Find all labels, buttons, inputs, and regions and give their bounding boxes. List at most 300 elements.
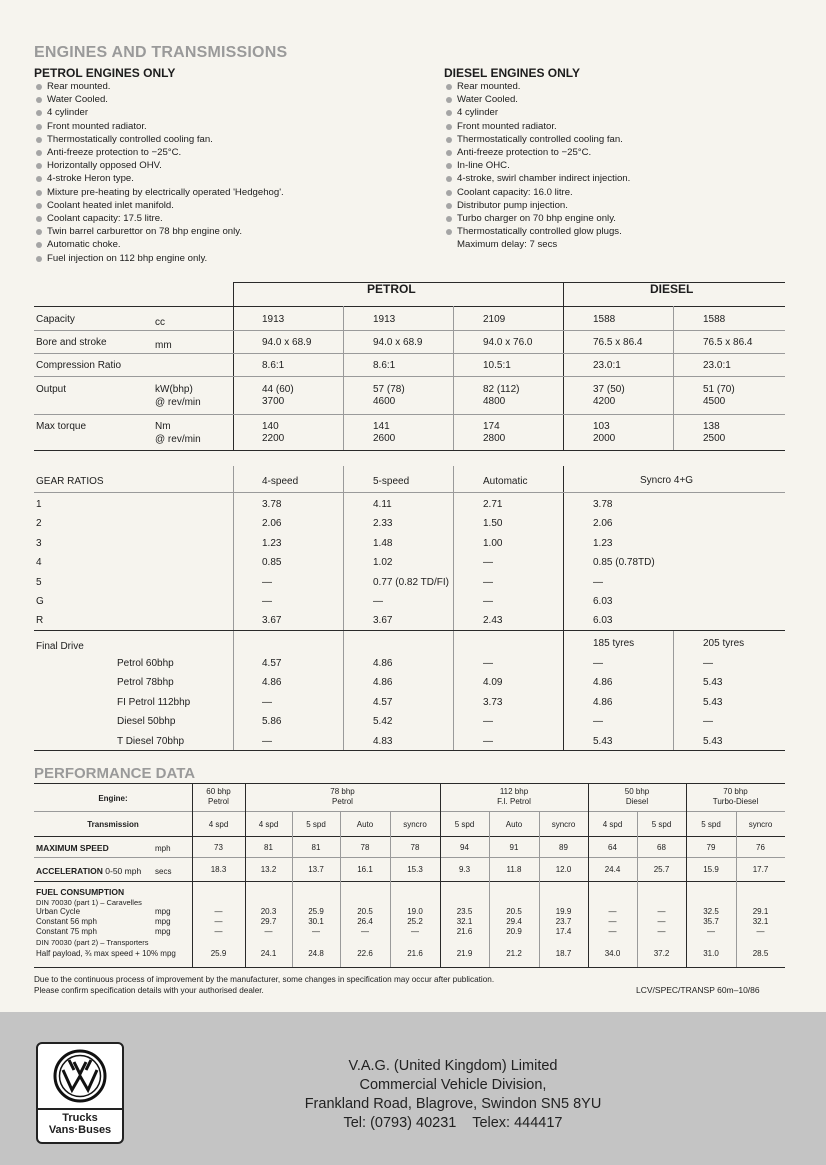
gear-col-header: Automatic	[483, 476, 528, 487]
acceleration-unit: secs	[155, 867, 172, 876]
petrol-spec-item: 4-stroke Heron type.	[34, 172, 414, 185]
petrol-spec-item: Thermostatically controlled cooling fan.	[34, 133, 414, 146]
gear-label: 1	[36, 499, 42, 510]
petrol-spec-item: Rear mounted.	[34, 80, 414, 93]
transmission-type: syncro	[551, 820, 576, 829]
gear-ratio-value: 3.78	[262, 499, 282, 510]
final-drive-value: —	[483, 716, 493, 728]
petrol-engines-list	[34, 80, 414, 265]
acceleration-label	[36, 866, 141, 876]
max-speed-value: 68	[657, 843, 666, 852]
street-address: Frankland Road, Blagrove, Swindon SN5 8YU	[304, 1096, 602, 1112]
spec-value: 138	[703, 421, 720, 432]
max-speed-value: 81	[264, 843, 273, 852]
final-drive-value: 5.43	[593, 735, 613, 747]
spec-value: 94.0 x 76.0	[483, 337, 533, 348]
fuel-value: 23.7	[555, 917, 572, 926]
gear-ratio-value: 2.06	[262, 518, 282, 530]
fuel-value: —	[657, 927, 666, 936]
gear-label: R	[36, 615, 44, 627]
petrol-spec-item: Front mounted radiator.	[34, 120, 414, 133]
gear-ratio-value: 1.23	[593, 537, 613, 549]
column-divider	[673, 306, 674, 450]
diesel-spec-item: Front mounted radiator.	[444, 120, 804, 133]
transmission-type: 4 spd	[258, 820, 279, 829]
din-part1-label: DIN 70030 (part 1) – Caravelles	[36, 898, 142, 907]
row-rule	[34, 353, 785, 354]
spec-value: 141	[373, 421, 390, 432]
petrol-spec-item: Water Cooled.	[34, 93, 414, 106]
fuel-consumption-title: FUEL CONSUMPTION	[36, 887, 125, 897]
half-payload-value: 22.6	[357, 949, 373, 958]
fuel-value: 25.9	[308, 907, 324, 916]
column-divider	[563, 282, 564, 450]
diesel-glow-plug-note: Maximum delay: 7 secs	[457, 239, 558, 251]
row-rule	[34, 857, 785, 858]
disclaimer	[34, 974, 494, 996]
gear-label: 4	[36, 557, 42, 569]
half-payload-value: 21.9	[456, 949, 473, 958]
footer-address	[280, 1057, 626, 1133]
spec-row-unit: @ rev/min	[155, 434, 201, 445]
row-rule	[34, 750, 785, 751]
spec-value: 76.5 x 86.4	[593, 337, 643, 348]
half-payload-value: 34.0	[604, 949, 621, 958]
spec-row-label: Bore and stroke	[36, 337, 107, 348]
fuel-value: —	[264, 927, 273, 936]
fuel-value: —	[361, 927, 369, 936]
document-code: LCV/SPEC/TRANSP 60m–10/86	[636, 985, 760, 995]
final-drive-value: 4.83	[373, 735, 393, 747]
spec-value: 1588	[593, 314, 616, 325]
row-rule	[34, 376, 785, 377]
transmission-type: Auto	[505, 820, 523, 829]
final-drive-value: 4.86	[593, 677, 613, 689]
transmission-type: syncro	[403, 820, 427, 829]
gear-ratio-value: 6.03	[593, 596, 613, 607]
spec-row-unit: cc	[155, 317, 165, 328]
gear-ratio-value: 0.85	[262, 557, 282, 569]
spec-value: 4600	[373, 396, 396, 407]
spec-value: 1913	[373, 314, 396, 325]
transmission-type: 5 spd	[651, 820, 672, 829]
petrol-spec-item: Mixture pre-heating by electrically operated 'Hedgehog'.	[34, 186, 414, 199]
final-drive-label: Final Drive	[36, 641, 84, 652]
gear-ratio-value: —	[262, 596, 272, 607]
transmission-type: 4 spd	[208, 820, 229, 829]
spec-value: 37 (50)	[593, 384, 625, 395]
final-drive-value: 5.43	[703, 677, 723, 689]
spec-value: 57 (78)	[373, 384, 405, 395]
spec-row-label: Capacity	[36, 314, 75, 325]
fuel-value: 29.7	[260, 917, 277, 926]
gear-label: 3	[36, 537, 42, 549]
spec-row-label: Output	[36, 384, 67, 395]
spec-value: 2600	[373, 433, 396, 444]
diesel-spec-item: Water Cooled.	[444, 93, 804, 106]
final-drive-value: 5.43	[703, 696, 723, 708]
spec-value: 1588	[703, 314, 726, 325]
fuel-value: —	[707, 927, 715, 936]
final-drive-value: —	[483, 735, 493, 747]
fuel-value: 30.1	[308, 917, 324, 926]
final-drive-engine: Diesel 50bhp	[117, 716, 176, 728]
gear-ratio-value: 2.33	[373, 518, 393, 530]
spec-value: 1913	[262, 314, 285, 325]
gear-ratio-value: —	[483, 576, 493, 588]
gear-ratio-value: 1.02	[373, 557, 393, 569]
column-divider	[539, 811, 540, 967]
final-drive-engine: T Diesel 70bhp	[117, 735, 185, 747]
petrol-spec-item: Twin barrel carburettor on 78 bhp engine only.	[34, 225, 414, 238]
engine-type: F.I. Petrol	[497, 797, 531, 806]
gear-ratios-label: GEAR RATIOS	[36, 476, 104, 487]
max-speed-value: 78	[360, 843, 370, 852]
spec-value: 2500	[703, 433, 726, 444]
transmission-label: Transmission	[87, 820, 139, 829]
transmission-type: 4 spd	[602, 820, 623, 829]
final-drive-value: 4.86	[593, 696, 613, 708]
final-drive-value: —	[703, 716, 713, 728]
column-divider	[440, 783, 441, 967]
final-drive-value: 4.86	[373, 677, 393, 689]
transmission-type: 5 spd	[454, 820, 475, 829]
engine-type: Petrol	[332, 797, 353, 806]
spec-row-unit: mm	[155, 340, 172, 351]
half-payload-value: 24.8	[308, 949, 324, 958]
column-divider	[588, 783, 589, 967]
diesel-engines-title: DIESEL ENGINES ONLY	[444, 66, 581, 80]
spec-row-label: Compression Ratio	[36, 360, 122, 371]
gear-ratio-value: 2.06	[593, 518, 613, 530]
column-divider	[340, 811, 341, 967]
petrol-spec-item: Coolant heated inlet manifold.	[34, 199, 414, 212]
fuel-value: 35.7	[703, 917, 719, 926]
diesel-group-header: DIESEL	[650, 282, 694, 296]
final-drive-value: 4.86	[373, 658, 393, 669]
gear-label: G	[36, 596, 44, 607]
spec-value: 140	[262, 421, 279, 432]
diesel-spec-item: Turbo charger on 70 bhp engine only.	[444, 212, 804, 225]
column-divider	[245, 783, 246, 967]
gear-ratio-value: 1.50	[483, 518, 503, 530]
final-drive-value: 4.09	[483, 677, 503, 689]
spec-value: 94.0 x 68.9	[373, 337, 423, 348]
diesel-engines-section	[444, 66, 804, 252]
page-title: ENGINES AND TRANSMISSIONS	[34, 44, 288, 61]
half-payload-value: 24.1	[260, 949, 277, 958]
gear-ratio-value: 1.48	[373, 537, 393, 549]
row-rule	[34, 330, 785, 331]
disclaimer-line-2: Please confirm specification details with your authorised dealer.	[34, 986, 264, 995]
gear-ratio-value: 4.11	[373, 499, 392, 510]
acceleration-value: 11.8	[506, 865, 522, 874]
diesel-spec-item: Distributor pump injection.	[444, 199, 804, 212]
transmission-type: 5 spd	[306, 820, 326, 829]
spec-row-unit: Nm	[155, 421, 171, 432]
column-divider	[192, 783, 193, 967]
acceleration-value: 18.3	[210, 865, 227, 874]
column-divider	[489, 811, 490, 967]
gear-ratio-value: —	[483, 557, 493, 569]
engine-name: 112 bhp	[499, 787, 529, 796]
acceleration-label-range: 0-50 mph	[102, 866, 142, 876]
final-drive-value: —	[483, 658, 493, 669]
spec-value: 174	[483, 421, 500, 432]
max-speed-value: 79	[706, 843, 716, 852]
company-name: V.A.G. (United Kingdom) Limited	[348, 1058, 558, 1074]
engine-type: Turbo-Diesel	[712, 797, 759, 806]
gear-ratio-value: 0.77 (0.82 TD/FI)	[373, 576, 449, 588]
fuel-value: —	[756, 927, 765, 936]
diesel-spec-item: Rear mounted.	[444, 80, 804, 93]
final-drive-engine: Petrol 78bhp	[117, 677, 174, 689]
transmission-type: syncro	[748, 820, 773, 829]
final-drive-value: —	[593, 658, 603, 669]
column-divider	[233, 282, 234, 450]
fuel-value: 23.5	[456, 907, 473, 916]
spec-value: 3700	[262, 396, 285, 407]
final-drive-value: —	[703, 658, 713, 669]
diesel-engines-list	[444, 80, 804, 252]
fuel-value: —	[608, 927, 617, 936]
half-payload-value: 37.2	[653, 949, 670, 958]
vw-logo-badge	[36, 1042, 124, 1144]
fuel-row-unit: mpg	[155, 907, 171, 916]
max-speed-value: 64	[608, 843, 617, 852]
spec-value: 2200	[262, 433, 285, 444]
fuel-value: —	[312, 927, 320, 936]
column-divider	[390, 811, 391, 967]
max-speed-unit: mph	[155, 844, 171, 853]
fuel-value: 26.4	[357, 917, 373, 926]
half-payload-value: 28.5	[752, 949, 769, 958]
transmission-type: 5 spd	[701, 820, 721, 829]
engine-type: Diesel	[625, 797, 649, 806]
fuel-value: 21.6	[456, 927, 473, 936]
engine-name: 70 bhp	[723, 787, 748, 796]
spec-value: 103	[593, 421, 610, 432]
diesel-spec-item: Thermostatically controlled glow plugs.	[444, 225, 804, 238]
petrol-spec-item: Coolant capacity: 17.5 litre.	[34, 212, 414, 225]
spec-value: 2800	[483, 433, 506, 444]
division-name: Commercial Vehicle Division,	[359, 1077, 547, 1093]
engine-type: Petrol	[208, 797, 229, 806]
spec-value: 8.6:1	[262, 360, 285, 371]
max-speed-value: 89	[559, 843, 568, 852]
half-payload-label: Half payload, ¾ max speed + 10% mpg	[36, 949, 176, 958]
fuel-value: 29.1	[752, 907, 769, 916]
spec-value: 94.0 x 68.9	[262, 337, 312, 348]
diesel-spec-item: Anti-freeze protection to −25°C.	[444, 146, 804, 159]
column-divider	[453, 466, 454, 750]
transmission-type: Auto	[356, 820, 374, 829]
max-speed-value: 94	[460, 843, 469, 852]
acceleration-label-bold: ACCELERATION	[36, 866, 103, 876]
half-payload-value: 25.9	[210, 949, 227, 958]
logo-text-trucks: Trucks	[62, 1112, 98, 1124]
fuel-row-label: Constant 56 mph	[36, 917, 97, 926]
engine-label: Engine:	[98, 794, 128, 803]
row-rule	[34, 630, 785, 631]
final-drive-value: —	[262, 735, 272, 747]
fuel-value: 20.5	[357, 907, 373, 916]
engine-name: 50 bhp	[624, 787, 650, 796]
column-divider	[637, 811, 638, 967]
spec-value: 4500	[703, 396, 726, 407]
gear-ratio-value: 2.43	[483, 615, 503, 627]
din-part2-label: DIN 70030 (part 2) – Transporters	[36, 938, 149, 947]
row-rule	[34, 414, 785, 415]
fuel-row-unit: mpg	[155, 927, 171, 936]
petrol-engines-title: PETROL ENGINES ONLY	[34, 66, 176, 80]
row-rule	[34, 881, 785, 882]
gear-ratio-value: 1.23	[262, 537, 282, 549]
gear-ratio-value: 6.03	[593, 615, 613, 627]
engine-name: 78 bhp	[330, 787, 355, 796]
max-speed-value: 81	[311, 843, 321, 852]
spec-value: 2000	[593, 433, 616, 444]
gear-col-header: Syncro 4+G	[640, 475, 694, 486]
engine-name: 60 bhp	[206, 787, 231, 796]
gear-ratio-value: 3.67	[373, 615, 393, 627]
gear-ratio-value: 3.78	[593, 499, 613, 510]
row-rule	[34, 783, 785, 784]
spec-value: 4800	[483, 396, 506, 407]
fuel-value: 32.5	[703, 907, 719, 916]
fuel-value: 25.2	[407, 917, 423, 926]
column-divider	[343, 306, 344, 450]
tyres-185-header: 185 tyres	[593, 638, 635, 649]
fuel-row-unit: mpg	[155, 917, 171, 926]
spec-value: 51 (70)	[703, 384, 735, 395]
column-divider	[736, 811, 737, 967]
max-speed-value: 76	[756, 843, 765, 852]
acceleration-value: 9.3	[458, 865, 471, 874]
final-drive-value: 4.86	[262, 677, 282, 689]
fuel-value: —	[608, 907, 617, 916]
fuel-value: —	[214, 927, 223, 936]
disclaimer-line-1: Due to the continuous process of improvement by the manufacturer, some changes in specification may occur after publication.	[34, 975, 495, 984]
fuel-value: —	[214, 907, 223, 916]
gear-label: 2	[36, 518, 42, 530]
gear-ratio-value: —	[262, 576, 272, 588]
column-divider	[563, 466, 564, 750]
final-drive-engine: Petrol 60bhp	[117, 658, 174, 669]
gear-ratio-value: —	[483, 596, 493, 607]
row-rule	[34, 967, 785, 968]
acceleration-value: 13.7	[308, 865, 324, 874]
spec-value: 4200	[593, 396, 616, 407]
column-divider	[453, 306, 454, 450]
spec-value: 10.5:1	[483, 360, 511, 371]
petrol-spec-item: 4 cylinder	[34, 106, 414, 119]
diesel-spec-item: Thermostatically controlled cooling fan.	[444, 133, 804, 146]
final-drive-value: 3.73	[483, 696, 503, 708]
diesel-spec-item: Coolant capacity: 16.0 litre.	[444, 186, 804, 199]
row-rule	[34, 811, 785, 812]
final-drive-engine: FI Petrol 112bhp	[117, 696, 191, 708]
spec-value: 2109	[483, 314, 506, 325]
performance-heading: PERFORMANCE DATA	[34, 765, 196, 782]
fuel-value: —	[657, 917, 666, 926]
gear-ratio-value: 1.00	[483, 537, 503, 549]
petrol-spec-item: Anti-freeze protection to −25°C.	[34, 146, 414, 159]
row-rule	[34, 836, 785, 837]
half-payload-value: 21.2	[506, 949, 522, 958]
acceleration-value: 15.9	[703, 865, 719, 874]
column-divider	[673, 630, 674, 750]
petrol-spec-item: Fuel injection on 112 bhp engine only.	[34, 252, 414, 265]
fuel-value: 20.9	[506, 927, 522, 936]
row-rule	[34, 492, 785, 493]
fuel-value: 19.9	[555, 907, 572, 916]
acceleration-value: 16.1	[357, 865, 373, 874]
acceleration-value: 25.7	[653, 865, 670, 874]
final-drive-value: 5.86	[262, 716, 282, 728]
acceleration-value: 13.2	[260, 865, 277, 874]
half-payload-value: 18.7	[555, 949, 572, 958]
gear-ratio-value: —	[373, 596, 383, 607]
row-rule	[34, 450, 785, 451]
diesel-spec-item: 4 cylinder	[444, 106, 804, 119]
spec-value: 23.0:1	[703, 360, 731, 371]
half-payload-value: 31.0	[703, 949, 719, 958]
fuel-value: —	[411, 927, 419, 936]
gear-label: 5	[36, 576, 42, 588]
fuel-value: 32.1	[456, 917, 473, 926]
final-drive-value: 4.57	[262, 658, 282, 669]
gear-col-header: 5-speed	[373, 476, 410, 487]
max-speed-value: 91	[509, 843, 519, 852]
fuel-row-label: Urban Cycle	[36, 907, 81, 916]
fuel-value: —	[608, 917, 617, 926]
acceleration-value: 17.7	[752, 865, 769, 874]
half-payload-value: 21.6	[407, 949, 423, 958]
final-drive-value: 4.57	[373, 696, 393, 708]
fuel-value: 19.0	[407, 907, 423, 916]
acceleration-value: 24.4	[604, 865, 621, 874]
fuel-row-label: Constant 75 mph	[36, 927, 97, 936]
gear-ratio-value: 3.67	[262, 615, 282, 627]
petrol-spec-item: Horizontally opposed OHV.	[34, 159, 414, 172]
max-speed-label: MAXIMUM SPEED	[36, 843, 109, 853]
gear-col-header: 4-speed	[262, 476, 299, 487]
diesel-spec-item: 4-stroke, swirl chamber indirect injection.	[444, 172, 804, 185]
final-drive-value: 5.43	[703, 735, 723, 747]
column-divider	[233, 466, 234, 750]
column-divider	[292, 811, 293, 967]
acceleration-value: 15.3	[407, 865, 423, 874]
spec-value: 76.5 x 86.4	[703, 337, 753, 348]
gear-ratio-value: 0.85 (0.78TD)	[593, 557, 655, 569]
spec-value: 8.6:1	[373, 360, 396, 371]
logo-text-vans-buses: Vans·Buses	[48, 1124, 112, 1136]
spec-value: 23.0:1	[593, 360, 621, 371]
acceleration-value: 12.0	[555, 865, 572, 874]
vw-logo-icon	[38, 1044, 122, 1108]
column-divider	[686, 783, 687, 967]
spec-row-unit: @ rev/min	[155, 397, 201, 408]
contact-line: Tel: (0793) 40231 Telex: 444417	[343, 1115, 563, 1131]
table-rule	[233, 282, 785, 283]
gear-ratio-value: —	[593, 576, 603, 588]
petrol-engines-section	[34, 66, 414, 265]
spec-value: 82 (112)	[483, 384, 520, 395]
gear-ratio-value: 2.71	[483, 499, 503, 510]
fuel-value: 32.1	[752, 917, 769, 926]
spec-row-label: Max torque	[36, 421, 87, 432]
